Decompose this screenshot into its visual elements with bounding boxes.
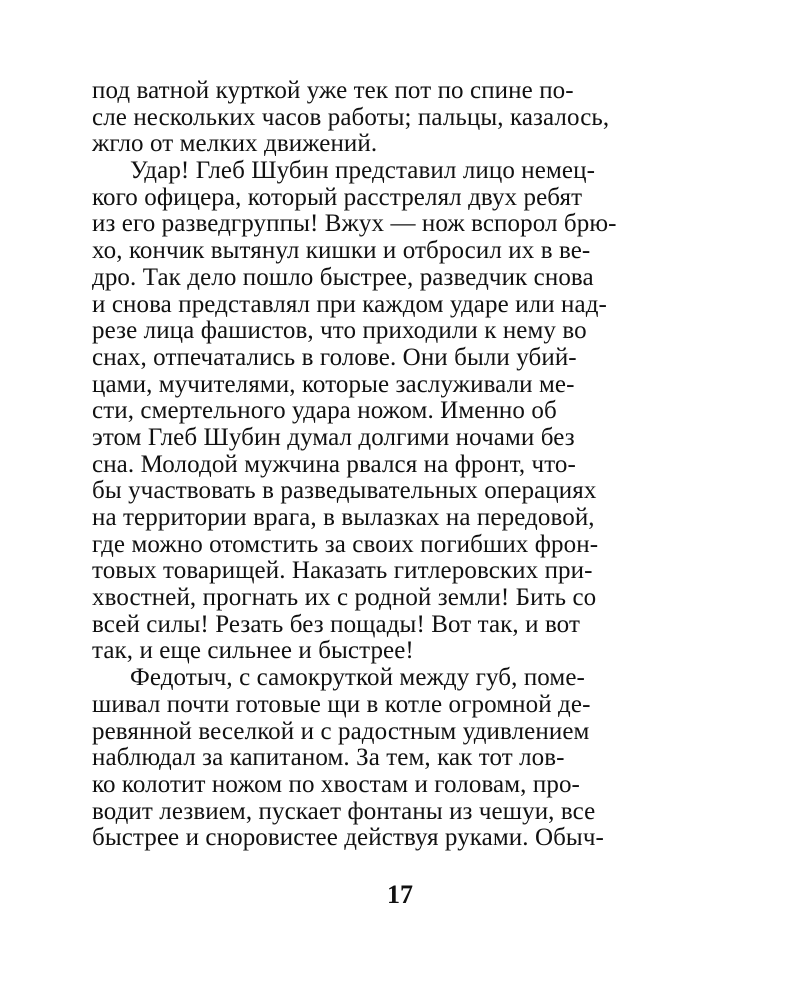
text-line: этом Глеб Шубин думал долгими ночами без [92, 423, 575, 451]
text-line: так, и еще сильнее и быстрее! [92, 637, 414, 665]
text-line: хвостней, прогнать их с родной земли! Бить со [92, 584, 597, 612]
text-line: сна. Молодой мужчина рвался на фронт, что- [92, 450, 576, 478]
text-line: всей силы! Резать без пощады! Вот так, и вот [92, 610, 580, 638]
text-line: водит лезвием, пускает фонтаны из чешуи, все [92, 797, 596, 825]
text-line: ревянной веселкой и с радостным удивлением [92, 717, 590, 745]
text-line: товых товарищей. Наказать гитлеровских при- [92, 557, 593, 585]
text-line: где можно отомстить за своих погибших фрон- [92, 530, 599, 558]
text-line: сти, смертельного удара ножом. Именно об [92, 397, 557, 425]
text-line: под ватной курткой уже тек пот по спине по- [92, 77, 574, 104]
text-line: хо, кончик вытянул кишки и отбросил их в ве- [92, 237, 591, 265]
text-line: на территории врага, в вылазках на передовой, [92, 504, 595, 531]
text-line: цами, мучителями, которые заслуживали ме- [92, 370, 575, 398]
text-line: жгло от мелких движений. [92, 130, 378, 158]
paragraph-start-line: Федотыч, с самокруткой между губ, поме- [130, 664, 585, 692]
text-line: быстрее и сноровистее действуя руками. Обыч- [92, 824, 604, 852]
text-line: наблюдал за капитаном. За тем, как тот лов- [92, 744, 565, 772]
book-page-text [92, 78, 682, 852]
page-number: 17 [387, 880, 413, 909]
text-line: кого офицера, который расстрелял двух ребят [92, 183, 583, 211]
text-line: резе лица фашистов, что приходили к нему во [92, 317, 587, 345]
text-line: из его разведгруппы! Вжух — нож вспорол брю- [92, 210, 617, 238]
text-line: бы участвовать в разведывательных операциях [92, 477, 597, 505]
text-line: снах, отпечатались в голове. Они были убий- [92, 343, 577, 371]
text-line: шивал почти готовые щи в котле огромной де- [92, 690, 591, 718]
text-line: дро. Так дело пошло быстрее, разведчик снова [92, 263, 594, 291]
text-line: сле нескольких часов работы; пальцы, казалось, [92, 103, 610, 131]
text-line: ко колотит ножом по хвостам и головам, про- [92, 770, 580, 798]
paragraph-start-line: Удар! Глеб Шубин представил лицо немец- [130, 157, 595, 185]
text-line: и снова представлял при каждом ударе или над- [92, 290, 607, 318]
